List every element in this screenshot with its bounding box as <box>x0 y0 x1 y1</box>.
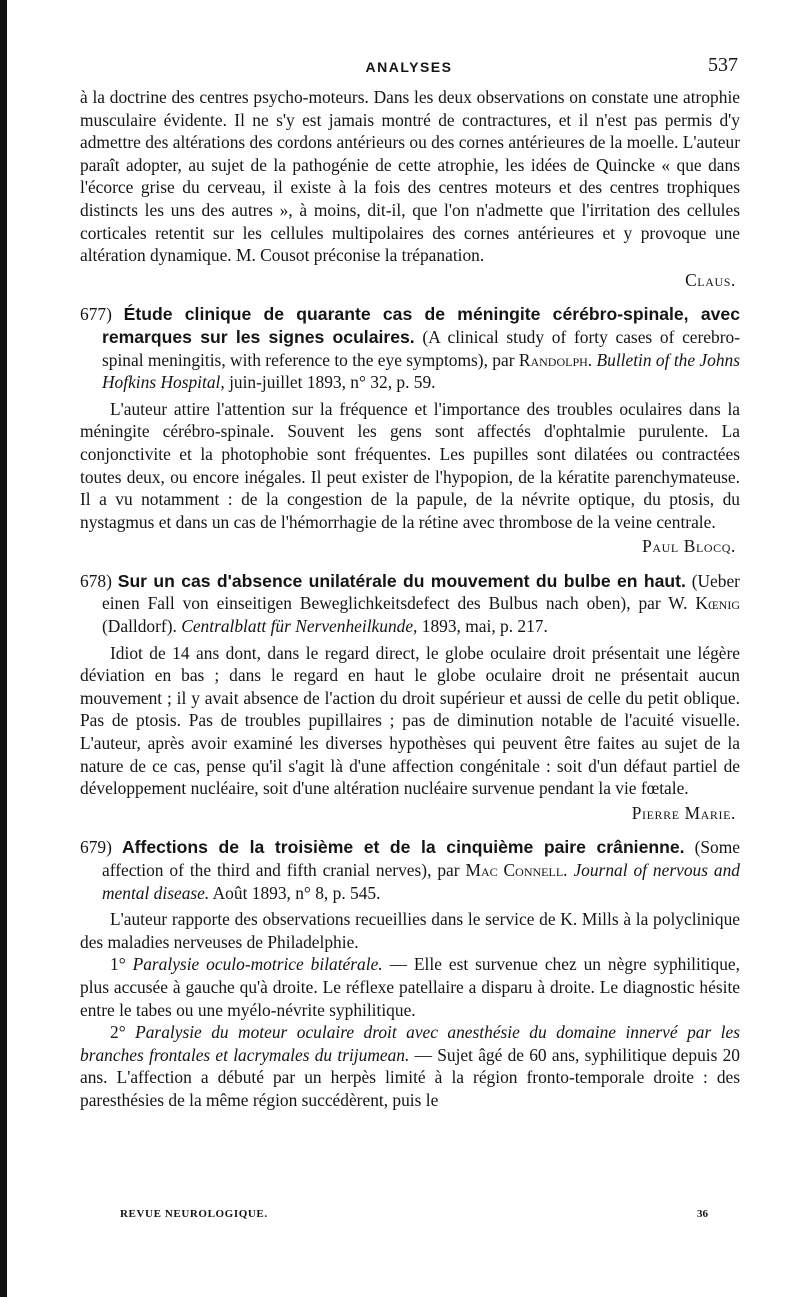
entry-677-signature: Paul Blocq. <box>642 536 736 557</box>
entry-citation: 1893, mai, p. 217. <box>421 616 548 637</box>
entry-author: Randolph. <box>518 349 593 370</box>
entry-678-signature: Pierre Marie. <box>631 802 736 823</box>
entry-679-body: L'auteur rapporte des observations recueillies dans le service de K. Mills à la polyclinique des maladies nerveuses de Philadelphie. <box>80 909 740 952</box>
entry-citation: juin-juillet 1893, n° 32, p. 59. <box>229 372 436 393</box>
item-number: 1° <box>110 954 126 975</box>
sheet-number: 36 <box>697 1208 708 1220</box>
entry-title: Sur un cas d'absence unilatérale du mouvement du bulbe en haut. <box>117 570 686 591</box>
item-heading: Paralysie oculo-motrice bilatérale. <box>132 954 383 975</box>
abstract-entry-677 <box>80 303 740 558</box>
intro-paragraph: à la doctrine des centres psycho-moteurs. Dans les deux observations on constate une atrophie musculaire évidente. Il ne s'y est jamais montré de contractures, et il n'est pas permis d'y admettre des altérations des cordons antérieurs ou des cornes antérieures de la moelle. L'auteur paraît adopter, au sujet de la pathogénie de cette atrophie, les idées de Quincke « que dans l'écorce grise du cerveau, il existe à la fois des centres moteurs et des centres trophiques distincts les uns des autres », à moins, dit-il, que l'on n'admette que l'irritation des cellules corticales retentit sur les cellules multipolaires des cornes antérieures et y provoque une altération dynamique. M. Cousot préconise la trépanation. <box>80 87 740 266</box>
entry-title: Affections de la troisième et de la cinquième paire crânienne. <box>121 837 685 858</box>
page-number: 537 <box>708 54 738 76</box>
entry-number: 679) <box>80 837 112 858</box>
entry-679-item-1 <box>80 953 740 1021</box>
running-title: ANALYSES <box>365 59 453 75</box>
entry-journal: Journal of nervous and mental disease. <box>102 860 740 903</box>
entry-journal: Bulletin of the Johns Hofkins Hospital, <box>102 349 740 393</box>
entry-translation: (A clinical study of forty cases of cerebro-spinal meningitis, with reference to the eye symptoms), par <box>102 326 740 370</box>
journal-name: REVUE NEUROLOGIQUE. <box>120 1208 268 1220</box>
entry-author: Kœnig <box>695 593 740 614</box>
page-footer <box>120 1208 708 1228</box>
entry-affiliation: (Dalldorf). <box>102 616 177 637</box>
entry-number: 677) <box>80 304 112 325</box>
item-text: — Elle est survenue chez un nègre syphilitique, plus accusée à gauche qu'à droite. Le réflexe patellaire a disparu à droite. Le diagnostic hésite entre le tabes ou une myélo-névrite syphilitique. <box>80 954 740 1020</box>
entry-679-item-2 <box>80 1021 740 1111</box>
entry-citation: Août 1893, n° 8, p. 545. <box>212 882 381 903</box>
item-text: — Sujet âgé de 60 ans, syphilitique depuis 20 ans. L'affection a débuté par un herpès limité à la région fronto-temporale droite : des paresthésies de la même région succédèrent, puis le <box>80 1044 740 1110</box>
entry-translation: (Some affection of the third and fifth cranial nerves), par <box>102 837 740 880</box>
entry-author: Mac Connell. <box>465 860 568 880</box>
item-heading: Paralysie du moteur oculaire droit avec anesthésie du domaine innervé par les branches frontales et lacrymales du trijumean. <box>80 1022 740 1065</box>
entry-title: Étude clinique de quarante cas de méningite cérébro-spinale, avec remarques sur les signes oculaires. <box>102 304 740 347</box>
entry-678-heading <box>80 570 740 638</box>
entry-journal: Centralblatt für Nervenheilkunde, <box>181 616 418 637</box>
page-body <box>80 86 740 1112</box>
abstract-entry-679 <box>80 836 740 1111</box>
entry-translation: (Ueber einen Fall von einseitigen Beweglichkeitsdefect des Bulbus nach oben), par W. <box>102 570 740 614</box>
intro-signature: Claus. <box>685 269 736 290</box>
entry-679-heading <box>80 836 740 904</box>
item-number: 2° <box>110 1022 126 1043</box>
entry-677-heading <box>80 303 740 393</box>
abstract-entry-678 <box>80 570 740 825</box>
entry-number: 678) <box>80 570 112 591</box>
entry-678-body: Idiot de 14 ans dont, dans le regard direct, le globe oculaire droit présentait une légère déviation en bas ; dans le regard en haut le globe oculaire droit ne présentait aucun mouvement ; il y avait absence de l'action du droit supérieur et aussi de celle du petit oblique. Pas de ptosis. Pas de troubles pupillaires ; pas de diminution notable de l'acuité visuelle. L'auteur, après avoir examiné les diverses hypothèses qui peuvent être faites au sujet de la nature de ce cas, pense qu'il s'agit là d'une affection congénitale : soit d'un défaut partiel de développement nucléaire, soit d'une altération nucléaire survenue pendant la vie fœtale. <box>80 642 740 799</box>
binding-edge <box>0 0 7 1297</box>
entry-677-body: L'auteur attire l'attention sur la fréquence et l'importance des troubles oculaires dans la méningite cérébro-spinale. Souvent les gens sont affectés d'ophtalmie purulente. La conjonctivite et la photophobie sont fréquentes. Les pupilles sont dilatées ou contractées toutes deux, ou encore inégales. Il peut exister de l'hypopion, de la kératite parenchymateuse. Il a vu notamment : de la congestion de la papule, de la névrite optique, du ptosis, du nystagmus et dans un cas de l'hémorrhagie de la rétine avec thrombose de la veine centrale. <box>80 398 740 532</box>
page-header <box>80 52 738 82</box>
